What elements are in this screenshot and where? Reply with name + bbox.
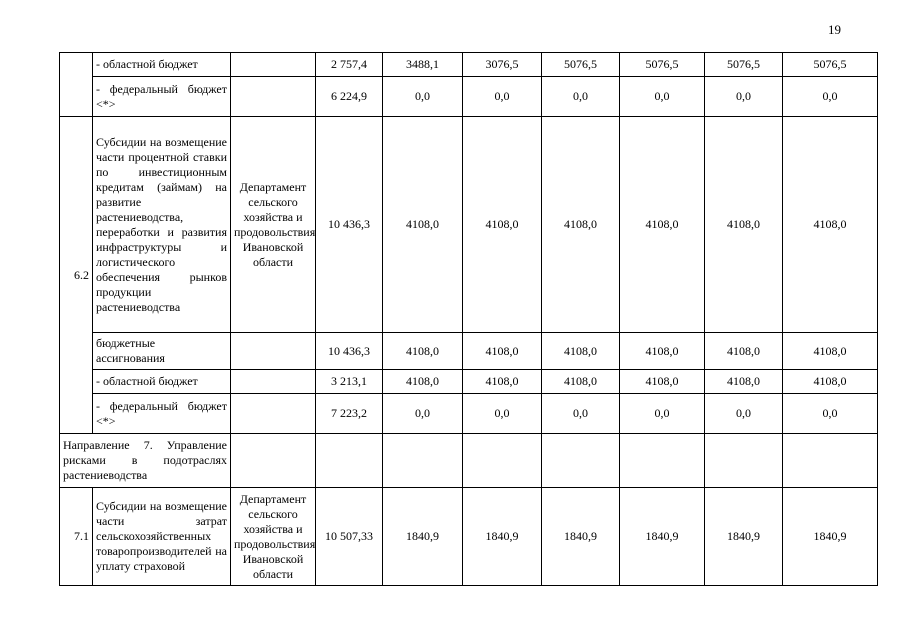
value-cell bbox=[620, 434, 705, 488]
budget-table bbox=[59, 52, 878, 586]
row-name: - областной бюджет bbox=[93, 370, 231, 394]
executor-cell bbox=[231, 394, 316, 434]
executor-cell bbox=[231, 370, 316, 394]
value-cell: 5076,5 bbox=[705, 53, 783, 77]
value-cell: 4108,0 bbox=[542, 370, 620, 394]
value-cell: 4108,0 bbox=[783, 333, 878, 370]
value-cell: 4108,0 bbox=[620, 370, 705, 394]
value-cell: 4108,0 bbox=[463, 333, 542, 370]
page-number: 19 bbox=[828, 22, 841, 37]
table-row bbox=[60, 488, 878, 586]
value-cell: 4108,0 bbox=[383, 117, 463, 333]
executor-cell bbox=[231, 53, 316, 77]
value-cell: 0,0 bbox=[705, 77, 783, 117]
value-cell: 4108,0 bbox=[705, 370, 783, 394]
value-cell: 3488,1 bbox=[383, 53, 463, 77]
executor-cell bbox=[231, 434, 316, 488]
value-cell: 0,0 bbox=[620, 394, 705, 434]
value-cell bbox=[316, 434, 383, 488]
executor-cell bbox=[231, 333, 316, 370]
table-row bbox=[60, 394, 878, 434]
value-cell: 4108,0 bbox=[542, 333, 620, 370]
value-cell: 4108,0 bbox=[620, 333, 705, 370]
value-cell: 0,0 bbox=[463, 394, 542, 434]
value-cell: 10 436,3 bbox=[316, 333, 383, 370]
value-cell: 1840,9 bbox=[542, 488, 620, 586]
row-name: бюджетные ассигнования bbox=[93, 333, 231, 370]
row-name: Субсидии на возмещение части затрат сельскохозяйственных товаропроизводителей на уплату страховой bbox=[93, 488, 231, 586]
value-cell: 0,0 bbox=[463, 77, 542, 117]
value-cell: 0,0 bbox=[542, 77, 620, 117]
value-cell: 4108,0 bbox=[463, 370, 542, 394]
table-row bbox=[60, 77, 878, 117]
value-cell: 4108,0 bbox=[620, 117, 705, 333]
row-number: 6.2 bbox=[60, 117, 93, 434]
value-cell: 0,0 bbox=[705, 394, 783, 434]
value-cell: 1840,9 bbox=[383, 488, 463, 586]
value-cell bbox=[383, 434, 463, 488]
value-cell: 4108,0 bbox=[705, 117, 783, 333]
executor-cell bbox=[231, 77, 316, 117]
value-cell: 0,0 bbox=[383, 77, 463, 117]
value-cell: 1840,9 bbox=[620, 488, 705, 586]
table-row bbox=[60, 434, 878, 488]
value-cell bbox=[463, 434, 542, 488]
value-cell: 4108,0 bbox=[783, 370, 878, 394]
value-cell: 4108,0 bbox=[705, 333, 783, 370]
value-cell: 0,0 bbox=[620, 77, 705, 117]
value-cell: 0,0 bbox=[783, 77, 878, 117]
value-cell: 4108,0 bbox=[383, 333, 463, 370]
value-cell: 4108,0 bbox=[542, 117, 620, 333]
row-number: 7.1 bbox=[60, 488, 93, 586]
value-cell: 10 507,33 bbox=[316, 488, 383, 586]
table-row bbox=[60, 333, 878, 370]
value-cell: 0,0 bbox=[783, 394, 878, 434]
value-cell: 4108,0 bbox=[383, 370, 463, 394]
value-cell: 1840,9 bbox=[463, 488, 542, 586]
value-cell: 7 223,2 bbox=[316, 394, 383, 434]
row-name: Субсидии на возмещение части процентной ставки по инвестиционным кредитам (займам) на развитие растениеводства, переработки и развития инфраструктуры и логистического обеспечения рынков продукции растениеводства bbox=[93, 117, 231, 333]
table-row bbox=[60, 53, 878, 77]
value-cell: 5076,5 bbox=[783, 53, 878, 77]
value-cell: 1840,9 bbox=[783, 488, 878, 586]
row-name: - федеральный бюджет <*> bbox=[93, 394, 231, 434]
value-cell bbox=[705, 434, 783, 488]
row-name: - федеральный бюджет <*> bbox=[93, 77, 231, 117]
value-cell: 5076,5 bbox=[620, 53, 705, 77]
executor-cell: Департамент сельского хозяйства и продовольствия Ивановской области bbox=[231, 488, 316, 586]
executor-cell: Департамент сельского хозяйства и продовольствия Ивановской области bbox=[231, 117, 316, 333]
value-cell: 6 224,9 bbox=[316, 77, 383, 117]
value-cell bbox=[542, 434, 620, 488]
value-cell: 0,0 bbox=[542, 394, 620, 434]
value-cell: 4108,0 bbox=[463, 117, 542, 333]
value-cell: 2 757,4 bbox=[316, 53, 383, 77]
value-cell: 4108,0 bbox=[783, 117, 878, 333]
value-cell: 3 213,1 bbox=[316, 370, 383, 394]
value-cell: 1840,9 bbox=[705, 488, 783, 586]
value-cell: 3076,5 bbox=[463, 53, 542, 77]
row-number-cell bbox=[60, 53, 93, 117]
value-cell: 5076,5 bbox=[542, 53, 620, 77]
row-name: - областной бюджет bbox=[93, 53, 231, 77]
table-row bbox=[60, 370, 878, 394]
direction-heading: Направление 7. Управление рисками в подотраслях растениеводства bbox=[60, 434, 231, 488]
value-cell: 0,0 bbox=[383, 394, 463, 434]
value-cell: 10 436,3 bbox=[316, 117, 383, 333]
value-cell bbox=[783, 434, 878, 488]
table-row bbox=[60, 117, 878, 333]
